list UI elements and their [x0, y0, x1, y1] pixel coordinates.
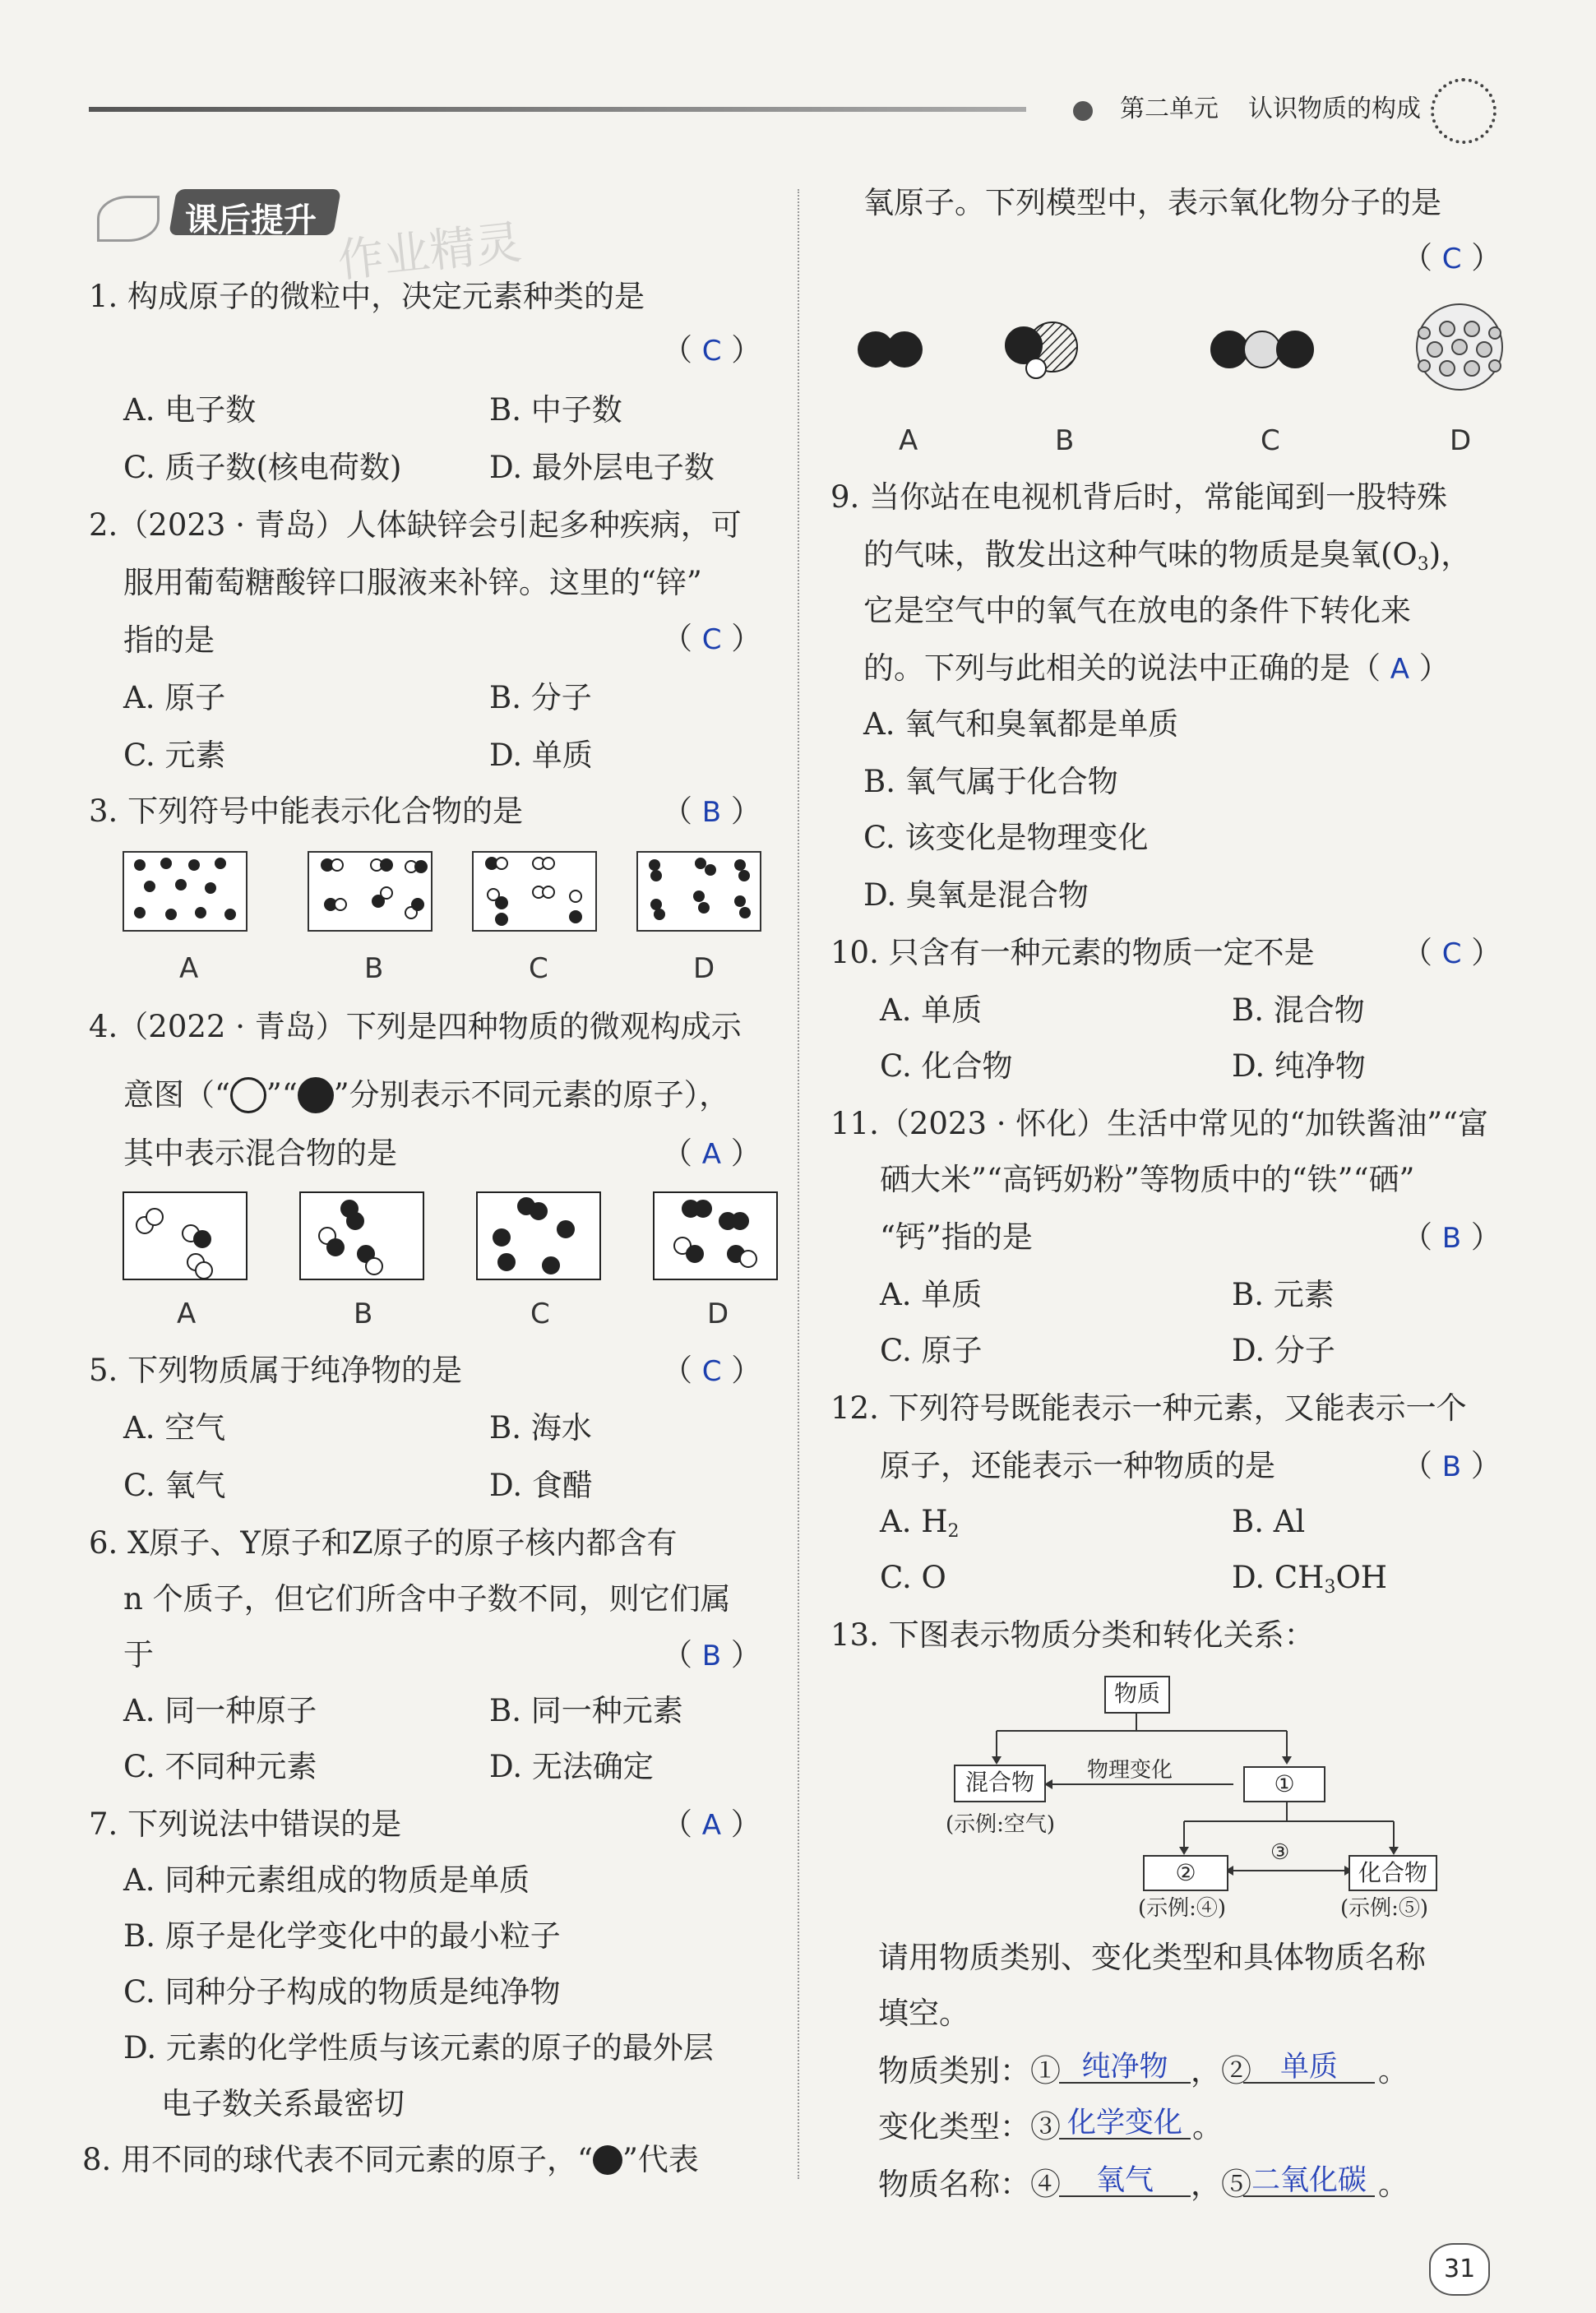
q7-option-b: B. 原子是化学变化中的最小粒子	[123, 1918, 561, 1954]
header-unit: 第二单元	[1120, 95, 1219, 123]
q10-option-d: D. 纯净物	[1232, 1048, 1366, 1084]
q13-prompt-line2: 填空。	[878, 1996, 969, 2031]
q6-option-b: B. 同一种元素	[489, 1693, 683, 1728]
q7-stem: 7. 下列说法中错误的是	[89, 1806, 402, 1842]
q8-label-b: B	[1055, 424, 1075, 457]
q1-option-d: D. 最外层电子数	[489, 450, 715, 485]
q11-answer-bracket: （ B ）	[1402, 1219, 1501, 1255]
q9-line2-b: )，	[1428, 537, 1472, 572]
q9-line2	[863, 539, 1471, 574]
q4-label-d: D	[707, 1298, 729, 1330]
q10-option-b: B. 混合物	[1232, 992, 1365, 1028]
q3-box-a	[123, 852, 247, 931]
q6-line1: 6. X原子、Y原子和Z原子的原子核内都含有	[89, 1525, 678, 1561]
q7-answer: A	[701, 1809, 722, 1842]
diagram-mixture-box: 混合物	[954, 1765, 1046, 1802]
diagram-node-2-example: (示例:④)	[1138, 1896, 1227, 1921]
q4-answer-bracket: （ A ）	[662, 1136, 761, 1171]
q2-option-a: A. 原子	[123, 680, 226, 715]
diagram-physical-change: 物理变化	[1087, 1758, 1173, 1783]
diagram-compound-example: (示例:⑤)	[1340, 1896, 1429, 1921]
q13-name-mid: ，⑤	[1191, 2167, 1251, 2202]
page-number: 31	[1444, 2255, 1476, 2283]
q3-label-a: A	[179, 952, 199, 985]
q12-option-d	[1232, 1562, 1387, 1597]
q6-answer: B	[701, 1640, 722, 1672]
q13-blank-4[interactable]	[1059, 2158, 1191, 2197]
column-separator	[798, 189, 799, 2179]
q8-line1	[82, 2144, 699, 2175]
q8-label-a: A	[899, 424, 918, 457]
q4-label-c: C	[530, 1298, 550, 1330]
q11-option-d: D. 分子	[1232, 1333, 1335, 1368]
q4-line2	[123, 1077, 729, 1113]
q13-prompt-line1: 请用物质类别、变化类型和具体物质名称	[878, 1940, 1426, 1975]
q13-name-end: 。	[1378, 2167, 1409, 2202]
q13-answer-2: 单质	[1279, 2051, 1338, 2084]
q11-option-c: C. 原子	[880, 1333, 983, 1368]
q13-change-end: 。	[1192, 2109, 1223, 2144]
q6-option-d: D. 无法确定	[489, 1749, 654, 1784]
q11-line1: 11.（2023 · 怀化）生活中常见的“加铁酱油”“富	[830, 1106, 1489, 1141]
leaf-icon	[97, 196, 160, 242]
q10-option-c: C. 化合物	[880, 1048, 1013, 1084]
q12-answer: B	[1441, 1450, 1462, 1483]
q7-option-d1: D. 元素的化学性质与该元素的原子的最外层	[123, 2030, 714, 2066]
q9-line2-a: 的气味，散发出这种气味的物质是臭氧(O	[863, 537, 1418, 572]
q9-option-a: A. 氧气和臭氧都是单质	[863, 706, 1179, 742]
q13-name-label: 物质名称：④	[878, 2167, 1061, 2202]
q11-line2: 硒大米”“高钙奶粉”等物质中的“铁”“硒”	[880, 1162, 1415, 1197]
q9-option-b: B. 氧气属于化合物	[863, 764, 1118, 799]
q2-option-b: B. 分子	[489, 680, 592, 715]
q3-stem: 3. 下列符号中能表示化合物的是	[89, 793, 524, 829]
q10-answer: C	[1441, 937, 1462, 970]
q6-option-c: C. 不同种元素	[123, 1749, 317, 1784]
q10-answer-bracket: （ C ）	[1402, 935, 1502, 970]
q4-line2-a: 意图（“	[123, 1077, 230, 1113]
q1-answer-bracket: （ C ）	[662, 332, 762, 368]
q12-line1: 12. 下列符号既能表示一种元素，又能表示一个	[830, 1390, 1467, 1426]
diagram-node-2: ②	[1143, 1855, 1228, 1891]
q6-line2: n 个质子，但它们所含中子数不同，则它们属	[123, 1581, 731, 1617]
q1-option-c: C. 质子数(核电荷数)	[123, 450, 402, 485]
q13-blank-3[interactable]	[1059, 2100, 1191, 2140]
q2-answer-bracket: （ C ）	[662, 621, 762, 656]
q9-option-d: D. 臭氧是混合物	[863, 877, 1089, 913]
q2-option-d: D. 单质	[489, 738, 593, 773]
q7-option-a: A. 同种元素组成的物质是单质	[123, 1862, 530, 1898]
q3-label-b: B	[364, 952, 384, 985]
q8-models	[839, 296, 1562, 395]
sun-ornament-icon	[1431, 78, 1497, 144]
q5-option-d: D. 食醋	[489, 1468, 593, 1503]
q3-box-c	[473, 852, 596, 931]
q3-figures	[115, 847, 773, 937]
q9-line4: 的。下列与此相关的说法中正确的是（ A ）	[863, 650, 1450, 686]
q7-option-d2: 电子数关系最密切	[161, 2086, 405, 2121]
q1-answer: C	[701, 335, 722, 368]
q4-figures	[115, 1188, 789, 1287]
q3-box-d	[637, 852, 761, 931]
q12-answer-bracket: （ B ）	[1402, 1448, 1501, 1483]
model-c	[1211, 331, 1313, 368]
q11-line3: “钙”指的是	[880, 1219, 1033, 1255]
q13-category-end: 。	[1378, 2053, 1409, 2089]
q7-option-c: C. 同种分子构成的物质是纯净物	[123, 1974, 561, 2010]
q4-answer: A	[701, 1138, 722, 1171]
q11-option-b: B. 元素	[1232, 1277, 1335, 1312]
q12-option-a-text: A. H	[880, 1504, 948, 1539]
q11-option-a: A. 单质	[880, 1277, 983, 1312]
q4-line1: 4.（2022 · 青岛）下列是四种物质的微观构成示	[89, 1009, 742, 1044]
q6-line3: 于	[123, 1637, 154, 1672]
q3-label-c: C	[529, 952, 548, 985]
q13-change-label: 变化类型：③	[878, 2109, 1061, 2144]
q13-answer-3: 化学变化	[1066, 2107, 1182, 2140]
q12-option-b: B. Al	[1232, 1504, 1306, 1539]
diagram-matter-box: 物质	[1104, 1676, 1170, 1714]
q5-answer-bracket: （ C ）	[662, 1353, 762, 1388]
q10-option-a: A. 单质	[880, 992, 983, 1028]
q8-line1-b: ”代表	[622, 2142, 699, 2177]
q12-line2: 原子，还能表示一种物质的是	[880, 1448, 1275, 1483]
diagram-node-3: ③	[1270, 1840, 1290, 1865]
q9-option-c: C. 该变化是物理变化	[863, 820, 1149, 855]
model-a	[858, 331, 923, 368]
q2-line3: 指的是	[123, 622, 215, 658]
q13-answer-5: 二氧化碳	[1251, 2164, 1367, 2197]
q13-category-mid: ，②	[1191, 2053, 1251, 2089]
q11-answer: B	[1441, 1222, 1462, 1255]
q3-box-b	[308, 852, 432, 931]
q3-answer: B	[701, 796, 722, 829]
q6-option-a: A. 同一种原子	[123, 1693, 317, 1728]
q7-answer-bracket: （ A ）	[662, 1806, 761, 1842]
q9-line4-text: 的。下列与此相关的说法中正确的是（	[863, 650, 1381, 686]
q6-answer-bracket: （ B ）	[662, 1637, 761, 1672]
diagram-mixture-example: (示例:空气)	[946, 1812, 1056, 1837]
diagram-compound-box: 化合物	[1349, 1855, 1437, 1891]
q5-option-a: A. 空气	[123, 1410, 226, 1446]
q5-answer: C	[701, 1355, 722, 1388]
header-rule	[89, 107, 1026, 112]
oxygen-atom-icon	[593, 2145, 622, 2175]
q13-answer-1: 纯净物	[1081, 2051, 1168, 2084]
q2-line1: 2.（2023 · 青岛）人体缺锌会引起多种疾病，可	[89, 507, 742, 543]
q8-line2: 氧原子。下列模型中，表示氧化物分子的是	[863, 185, 1441, 220]
q2-answer: C	[701, 623, 722, 656]
q8-label-c: C	[1261, 424, 1280, 457]
q5-stem: 5. 下列物质属于纯净物的是	[89, 1353, 463, 1388]
q9-line1: 9. 当你站在电视机背后时，常能闻到一股特殊	[830, 479, 1448, 515]
watermark: 作业精灵	[335, 215, 525, 289]
q4-label-b: B	[354, 1298, 373, 1330]
q13-stem: 13. 下图表示物质分类和转化关系：	[830, 1617, 1315, 1653]
q10-stem: 10. 只含有一种元素的物质一定不是	[830, 935, 1315, 970]
header-title: 认识物质的构成	[1248, 95, 1421, 123]
q8-answer-bracket: （ C ）	[1402, 240, 1502, 275]
q12-option-a	[880, 1506, 960, 1541]
q9-answer: A	[1390, 653, 1410, 686]
q1-stem: 1. 构成原子的微粒中，决定元素种类的是	[89, 279, 645, 314]
q4-line3: 其中表示混合物的是	[123, 1136, 397, 1171]
q3-answer-bracket: （ B ）	[662, 793, 761, 829]
q13-blank-5[interactable]	[1243, 2158, 1375, 2197]
q13-answer-4: 氧气	[1095, 2164, 1154, 2197]
q12-option-d-sub: 3	[1324, 1577, 1336, 1598]
open-atom-icon	[230, 1077, 266, 1113]
q4-line2-b: ”“	[266, 1077, 298, 1113]
q12-option-d-post: OH	[1335, 1560, 1388, 1595]
q2-line2: 服用葡萄糖酸锌口服液来补锌。这里的“锌”	[123, 565, 702, 600]
q1-option-a: A. 电子数	[123, 392, 257, 428]
q13-blank-2[interactable]	[1243, 2044, 1375, 2084]
header-dot-icon	[1073, 101, 1093, 121]
model-d	[1417, 304, 1502, 390]
q9-line2-sub: 3	[1417, 554, 1429, 575]
section-title: 课后提升	[185, 201, 317, 239]
filled-atom-icon	[298, 1077, 334, 1113]
q8-line1-a: 8. 用不同的球代表不同元素的原子，“	[82, 2142, 593, 2177]
q1-option-b: B. 中子数	[489, 392, 622, 428]
q12-option-d-pre: D. CH	[1232, 1560, 1325, 1595]
q4-label-a: A	[177, 1298, 197, 1330]
q8-answer: C	[1441, 243, 1462, 275]
q5-option-b: B. 海水	[489, 1410, 592, 1446]
q9-line3: 它是空气中的氧气在放电的条件下转化来	[863, 593, 1411, 628]
model-b	[1006, 322, 1077, 378]
q8-label-d: D	[1450, 424, 1472, 457]
diagram-node-1: ①	[1243, 1766, 1325, 1802]
q12-option-c: C. O	[880, 1560, 946, 1595]
q13-category-label: 物质类别：①	[878, 2053, 1061, 2089]
q4-line2-c: ”分别表示不同元素的原子），	[333, 1077, 730, 1113]
q2-option-c: C. 元素	[123, 738, 226, 773]
q13-blank-1[interactable]	[1059, 2044, 1191, 2084]
q3-label-d: D	[693, 952, 715, 985]
q5-option-c: C. 氧气	[123, 1468, 226, 1503]
q12-option-a-sub: 2	[947, 1521, 960, 1542]
